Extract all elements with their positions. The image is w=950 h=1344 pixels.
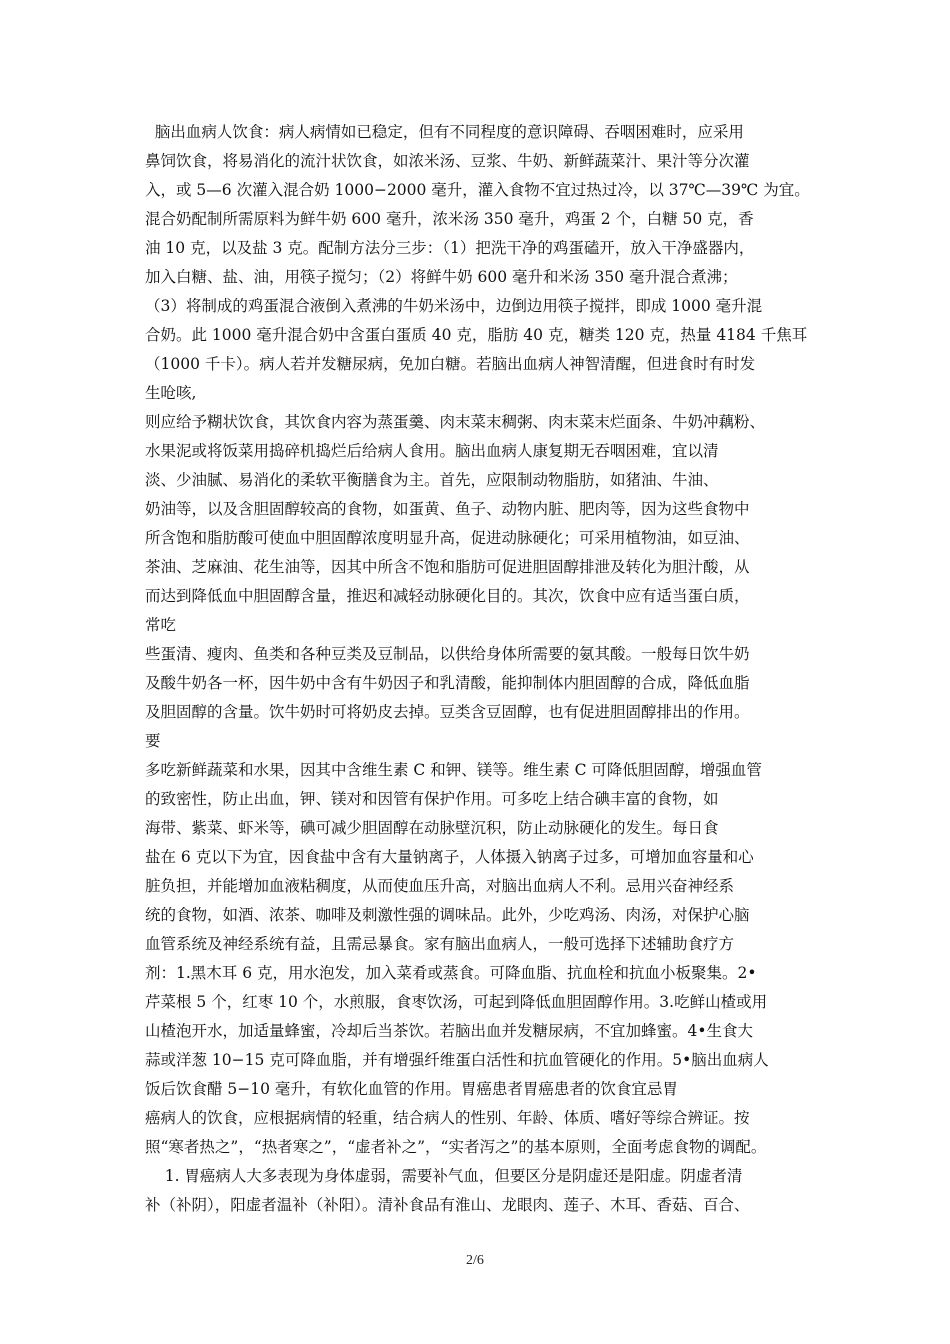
- text-line: 混合奶配制所需原料为鲜牛奶 600 毫升，浓米汤 350 毫升，鸡蛋 2 个，白糖 50 克，香: [145, 210, 754, 228]
- text-line: 照“寒者热之”，“热者寒之”，“虚者补之”，“实者泻之”的基本原则，全面考虑食物的调配。: [145, 1138, 767, 1156]
- text-line: 及胆固醇的含量。饮牛奶时可将奶皮去掉。豆类含豆固醇，也有促进胆固醇排出的作用。: [145, 703, 750, 721]
- text-line: 脑出血病人饮食：病人病情如已稳定，但有不同程度的意识障碍、吞咽困难时，应采用: [145, 123, 744, 141]
- text-line: 奶油等，以及含胆固醇较高的食物，如蛋黄、鱼子、动物内脏、肥肉等，因为这些食物中: [145, 500, 750, 518]
- text-line: 入，或 5—6 次灌入混合奶 1000−2000 毫升，灌入食物不宜过热过冷，以 37℃—39℃ 为宜。: [145, 181, 810, 199]
- body-text: [145, 118, 825, 1220]
- text-line: 鼻饲饮食，将易消化的流汁状饮食，如浓米汤、豆浆、牛奶、新鲜蔬菜汁、果汁等分次灌: [145, 152, 750, 170]
- text-line: 油 10 克，以及盐 3 克。配制方法分三步：（1）把洗干净的鸡蛋磕开，放入干净盛器内，: [145, 239, 755, 257]
- text-line: 淡、少油腻、易消化的柔软平衡膳食为主。首先，应限制动物脂肪，如猪油、牛油、: [145, 471, 719, 489]
- text-line: 要: [145, 732, 161, 750]
- text-line: 所含饱和脂肪酸可使血中胆固醇浓度明显升高，促进动脉硬化；可采用植物油，如豆油、: [145, 529, 750, 547]
- text-line: 脏负担，并能增加血液粘稠度，从而使血压升高，对脑出血病人不利。忌用兴奋神经系: [145, 877, 735, 895]
- text-line: （1000 千卡）。病人若并发糖尿病，免加白糖。若脑出血病人神智清醒，但进食时有时发: [145, 355, 756, 373]
- text-line: 些蛋清、瘦肉、鱼类和各种豆类及豆制品，以供给身体所需要的氨其酸。一般每日饮牛奶: [145, 645, 750, 663]
- text-line: 水果泥或将饭菜用捣碎机捣烂后给病人食用。脑出血病人康复期无吞咽困难，宜以清: [145, 442, 719, 460]
- text-line: 1. 胃癌病人大多表现为身体虚弱，需要补气血，但要区分是阴虚还是阳虚。阴虚者清: [145, 1167, 743, 1185]
- text-line: 芹菜根 5 个，红枣 10 个，水煎服，食枣饮汤，可起到降低血胆固醇作用。3.吃鲜山楂或用: [145, 993, 768, 1011]
- text-line: 血管系统及神经系统有益，且需忌暴食。家有脑出血病人，一般可选择下述辅助食疗方: [145, 935, 735, 953]
- text-line: 则应给予糊状饮食，其饮食内容为蒸蛋羹、肉末菜末稠粥、肉末菜末烂面条、牛奶冲藕粉、: [145, 413, 766, 431]
- text-line: 补（补阴），阳虚者温补（补阳）。清补食品有淮山、龙眼肉、莲子、木耳、香菇、百合、: [145, 1196, 750, 1214]
- text-line: 山楂泡开水，加适量蜂蜜，冷却后当茶饮。若脑出血并发糖尿病，不宜加蜂蜜。4•生食大: [145, 1022, 754, 1040]
- text-line: 剂：1.黑木耳 6 克，用水泡发，加入菜肴或蒸食。可降血脂、抗血栓和抗血小板聚集。2•: [145, 964, 757, 982]
- text-line: 饭后饮食醋 5−10 毫升，有软化血管的作用。胃癌患者胃癌患者的饮食宜忌胃: [145, 1080, 678, 1098]
- text-line: 多吃新鲜蔬菜和水果，因其中含维生素 C 和钾、镁等。维生素 C 可降低胆固醇，增强血管: [145, 761, 762, 779]
- text-line: 统的食物，如酒、浓茶、咖啡及刺激性强的调味品。此外，少吃鸡汤、肉汤，对保护心脑: [145, 906, 750, 924]
- text-line: 常吃: [145, 616, 177, 634]
- text-line: 癌病人的饮食，应根据病情的轻重，结合病人的性别、年龄、体质、嗜好等综合辨证。按: [145, 1109, 750, 1127]
- text-line: 蒜或洋葱 10−15 克可降血脂，并有增强纤维蛋白活性和抗血管硬化的作用。5•脑出血病人: [145, 1051, 769, 1069]
- text-line: 海带、紫菜、虾米等，碘可减少胆固醇在动脉壁沉积，防止动脉硬化的发生。每日食: [145, 819, 719, 837]
- text-line: 加入白糖、盐、油，用筷子搅匀；（2）将鲜牛奶 600 毫升和米汤 350 毫升混合煮沸；: [145, 268, 738, 286]
- text-line: 盐在 6 克以下为宜，因食盐中含有大量钠离子，人体摄入钠离子过多，可增加血容量和心: [145, 848, 754, 866]
- text-line: （3）将制成的鸡蛋混合液倒入煮沸的牛奶米汤中，边倒边用筷子搅拌，即成 1000 毫升混: [145, 297, 763, 315]
- text-line: 茶油、芝麻油、花生油等，因其中所含不饱和脂肪可促进胆固醇排泄及转化为胆汁酸，从: [145, 558, 750, 576]
- text-line: 生呛咳,: [145, 384, 197, 402]
- page-number: 2/6: [466, 1253, 484, 1268]
- text-line: 而达到降低血中胆固醇含量，推迟和减轻动脉硬化目的。其次，饮食中应有适当蛋白质，: [145, 587, 750, 605]
- text-line: 及酸牛奶各一杯，因牛奶中含有牛奶因子和乳清酸，能抑制体内胆固醇的合成，降低血脂: [145, 674, 750, 692]
- text-line: 合奶。此 1000 毫升混合奶中含蛋白蛋质 40 克，脂肪 40 克，糖类 120 克，热量 4184 千焦耳: [145, 326, 808, 344]
- text-line: 的致密性，防止出血，钾、镁对和因管有保护作用。可多吃上结合碘丰富的食物，如: [145, 790, 719, 808]
